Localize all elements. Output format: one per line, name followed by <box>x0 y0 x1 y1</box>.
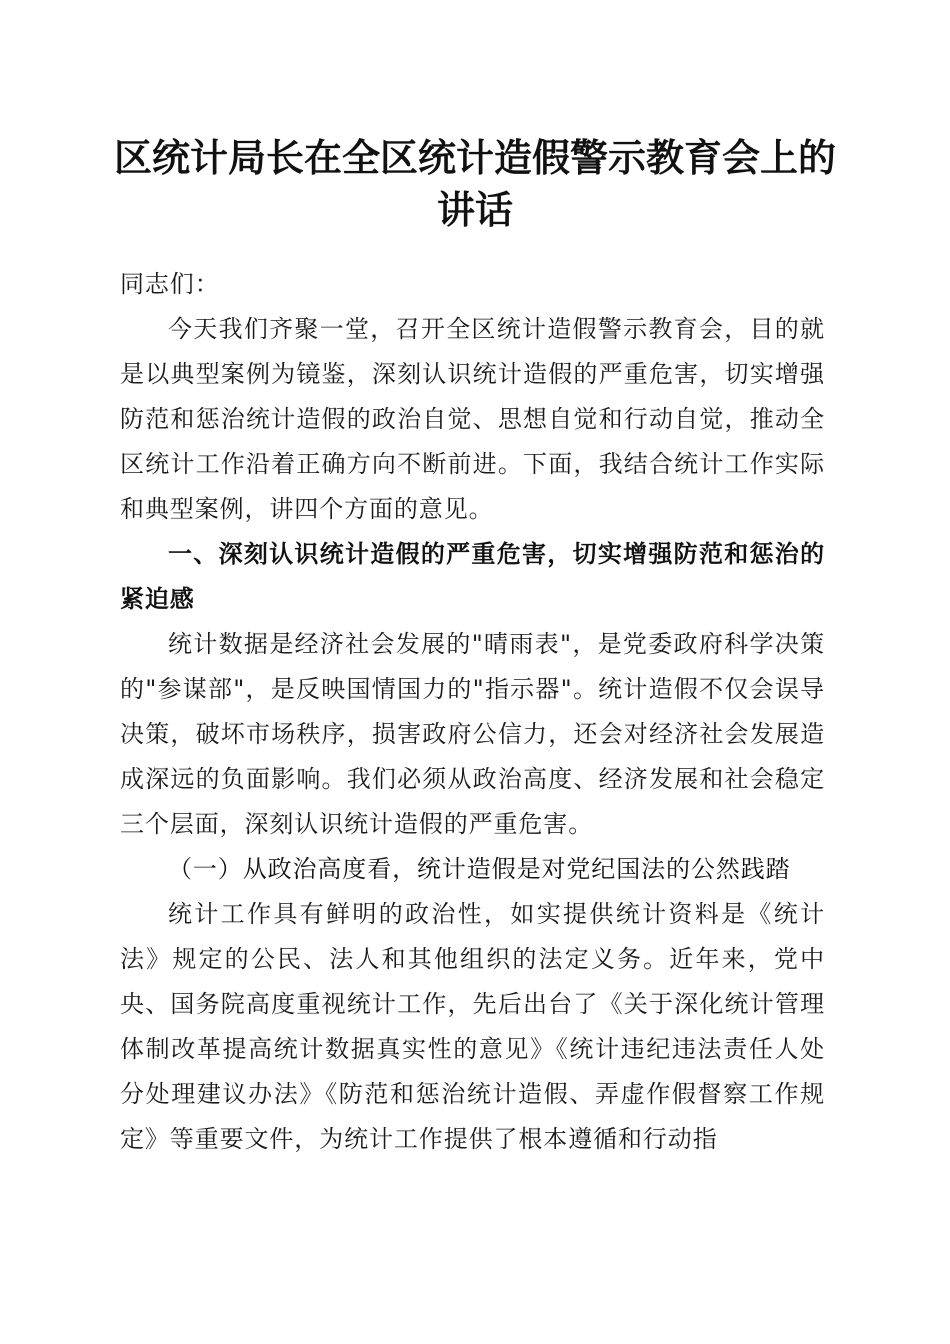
greeting: 同志们： <box>120 270 220 298</box>
section-heading: 一、深刻认识统计造假的严重危害，切实增强防范和惩治的紧迫感 <box>120 540 825 613</box>
subsection-heading: （一）从政治高度看，统计造假是对党纪国法的公然践踏 <box>168 855 791 883</box>
section-1-paragraph: 统计数据是经济社会发展的"晴雨表"，是党委政府科学决策的"参谋部"，是反映国情国力的"指示器"。统计造假不仅会误导决策，破坏市场秩序，损害政府公信力，还会对经济社会发展造成深远的负面影响。我们必须从政治高度、经济发展和社会稳定三个层面，深刻认识统计造假的严重危害。 <box>120 630 825 838</box>
document-title: 区统计局长在全区统计造假警示教育会上的讲话 <box>113 135 836 232</box>
subsection-1-paragraph: 统计工作具有鲜明的政治性，如实提供统计资料是《统计法》规定的公民、法人和其他组织的法定义务。近年来，党中央、国务院高度重视统计工作，先后出台了《关于深化统计管理体制改革提高统计数据真实性的意见》《统计违纪违法责任人处分处理建议办法》《防范和惩治统计造假、弄虚作假督察工作规定》等重要文件，为统计工作提供了根本遵循和行动指 <box>120 900 825 1153</box>
document-body <box>120 262 825 1162</box>
opening-paragraph: 今天我们齐聚一堂，召开全区统计造假警示教育会，目的就是以典型案例为镜鉴，深刻认识统计造假的严重危害，切实增强防范和惩治统计造假的政治自觉、思想自觉和行动自觉，推动全区统计工作沿着正确方向不断前进。下面，我结合统计工作实际和典型案例，讲四个方面的意见。 <box>120 315 825 523</box>
